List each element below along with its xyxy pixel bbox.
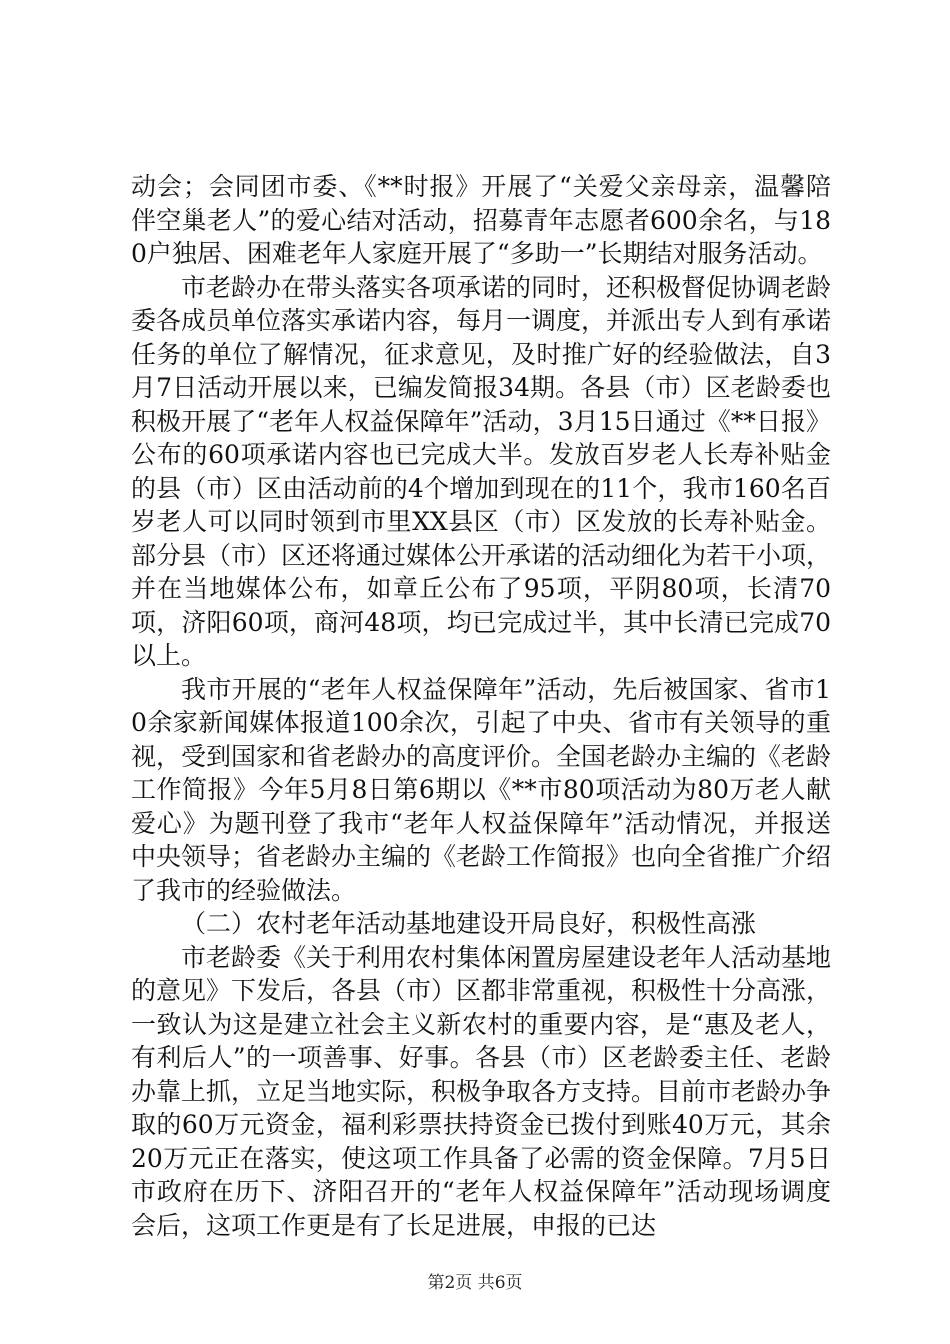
document-body bbox=[131, 170, 831, 1242]
paragraph-3: 我市开展的“老年人权益保障年”活动，先后被国家、省市10余家新闻媒体报道100余次，引起了中央、省市有关领导的重视，受到国家和省老龄办的高度评价。全国老龄办主编的《老龄工作简报》今年5月8日第6期以《**市80项活动为80万老人献爱心》为题刊登了我市“老年人权益保障年”活动情况，并报送中央领导；省老龄办主编的《老龄工作简报》也向全省推广介绍了我市的经验做法。 bbox=[131, 674, 832, 905]
paragraph-4: 市老龄委《关于利用农村集体闲置房屋建设老年人活动基地的意见》下发后，各县（市）区都非常重视，积极性十分高涨，一致认为这是建立社会主义新农村的重要内容，是“惠及老人，有利后人”的一项善事、好事。各县（市）区老龄委主任、老龄办靠上抓，立足当地实际，积极争取各方支持。目前市老龄办争取的60万元资金，福利彩票扶持资金已拨付到账40万元，其余20万元正在落实，使这项工作具备了必需的资金保障。7月5日市政府在历下、济阳召开的“老年人权益保障年”活动现场调度会后，这项工作更是有了长足进展，申报的已达 bbox=[131, 942, 832, 1240]
page-footer bbox=[0, 1272, 950, 1294]
paragraph-1: 动会；会同团市委、《**时报》开展了“关爱父亲母亲，温馨陪伴空巢老人”的爱心结对活动，招募青年志愿者600余名，与180户独居、困难老年人家庭开展了“多助一”长期结对服务活动。 bbox=[131, 172, 831, 268]
page-number-label: 第2页 共6页 bbox=[427, 1273, 523, 1293]
section-heading: （二）农村老年活动基地建设开局良好，积极性高涨 bbox=[181, 909, 757, 938]
paragraph-2: 市老龄办在带头落实各项承诺的同时，还积极督促协调老龄委各成员单位落实承诺内容，每月一调度，并派出专人到有承诺任务的单位了解情况，征求意见，及时推广好的经验做法，自3月7日活动开展以来，已编发简报34期。各县（市）区老龄委也积极开展了“老年人权益保障年”活动，3月15日通过《**日报》公布的60项承诺内容也已完成大半。发放百岁老人长寿补贴金的县（市）区由活动前的4个增加到现在的11个，我市160名百岁老人可以同时领到市里XX县区（市）区发放的长寿补贴金。部分县（市）区还将通过媒体公开承诺的活动细化为若干小项，并在当地媒体公布，如章丘公布了95项，平阴80项，长清70项，济阳60项，商河48项，均已完成过半，其中长清已完成70以上。 bbox=[131, 272, 832, 670]
